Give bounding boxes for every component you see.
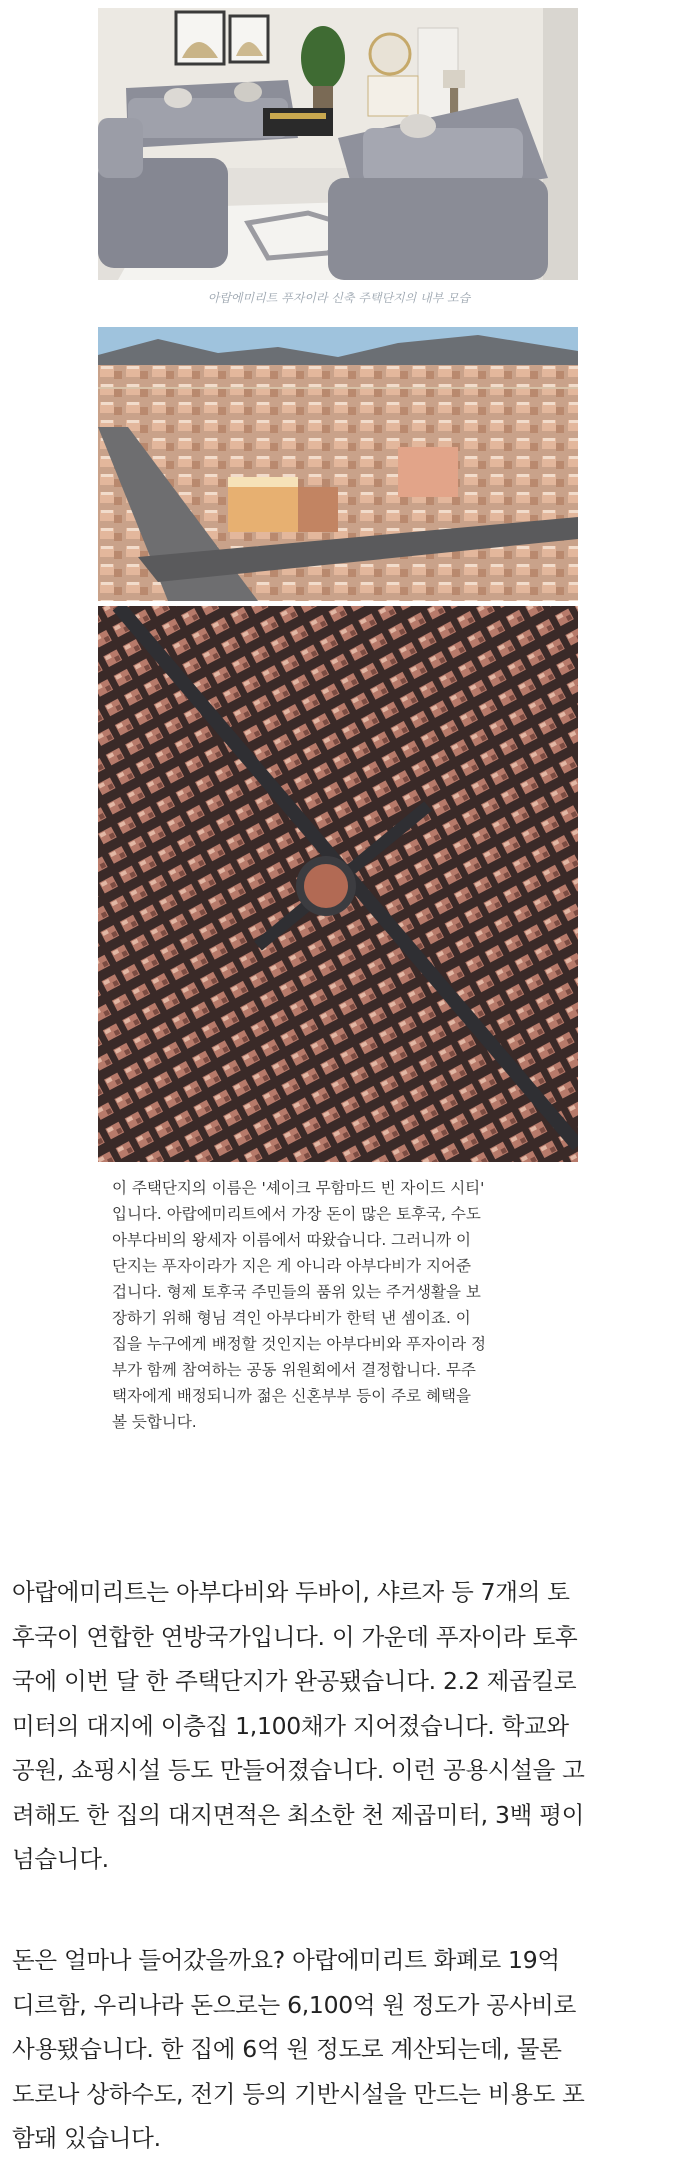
- description-line: 아부다비의 왕세자 이름에서 따왔습니다. 그러니까 이: [112, 1231, 471, 1249]
- photo-caption: 아랍에미리트 푸자이라 신축 주택단지의 내부 모습: [207, 291, 471, 305]
- housing-complex-aerial-photo: [98, 606, 578, 1162]
- paragraph-line: 도로나 상하수도, 전기 등의 기반시설을 만드는 비용도 포: [12, 2079, 585, 2108]
- photo-description: [112, 1175, 567, 1435]
- description-line: 이 주택단지의 이름은 '셰이크 무함마드 빈 자이드 시티': [112, 1179, 485, 1197]
- description-line: 입니다. 아랍에미리트에서 가장 돈이 많은 토후국, 수도: [112, 1205, 481, 1223]
- description-line: 겁니다. 형제 토후국 주민들의 품위 있는 주거생활을 보: [112, 1283, 481, 1301]
- living-room-photo: [98, 8, 578, 280]
- paragraph-line: 려해도 한 집의 대지면적은 최소한 천 제곱미터, 3백 평이: [12, 1800, 585, 1829]
- paragraph-line: 미터의 대지에 이층집 1,100채가 지어졌습니다. 학교와: [12, 1711, 569, 1740]
- description-line: 택자에게 배정되니까 젊은 신혼부부 등이 주로 혜택을: [112, 1387, 471, 1405]
- paragraph-line: 국에 이번 달 한 주택단지가 완공됐습니다. 2.2 제곱킬로: [12, 1667, 577, 1695]
- paragraph-line: 함돼 있습니다.: [12, 2124, 161, 2152]
- description-line: 부가 함께 참여하는 공동 위원회에서 결정합니다. 무주: [112, 1361, 476, 1379]
- article-paragraph-1: [12, 1570, 667, 1882]
- description-line: 장하기 위해 형님 격인 아부다비가 한턱 낸 셈이죠. 이: [112, 1309, 471, 1327]
- paragraph-line: 공원, 쇼핑시설 등도 만들어졌습니다. 이런 공용시설을 고: [12, 1756, 585, 1784]
- paragraph-line: 디르함, 우리나라 돈으로는 6,100억 원 정도가 공사비로: [12, 1990, 576, 2019]
- article-paragraph-2: [12, 1938, 667, 2161]
- paragraph-line: 후국이 연합한 연방국가입니다. 이 가운데 푸자이라 토후: [12, 1622, 578, 1651]
- paragraph-line: 사용됐습니다. 한 집에 6억 원 정도로 계산되는데, 물론: [12, 2035, 562, 2063]
- paragraph-line: 돈은 얼마나 들어갔을까요? 아랍에미리트 화폐로 19억: [12, 1946, 560, 1974]
- paragraph-line: 아랍에미리트는 아부다비와 두바이, 샤르자 등 7개의 토: [12, 1578, 570, 1606]
- housing-complex-street-photo: [98, 327, 578, 601]
- description-line: 집을 누구에게 배정할 것인지는 아부다비와 푸자이라 정: [112, 1335, 486, 1353]
- description-line: 단지는 푸자이라가 지은 게 아니라 아부다비가 지어준: [112, 1257, 471, 1275]
- paragraph-line: 넘습니다.: [12, 1845, 109, 1873]
- description-line: 볼 듯합니다.: [112, 1413, 197, 1431]
